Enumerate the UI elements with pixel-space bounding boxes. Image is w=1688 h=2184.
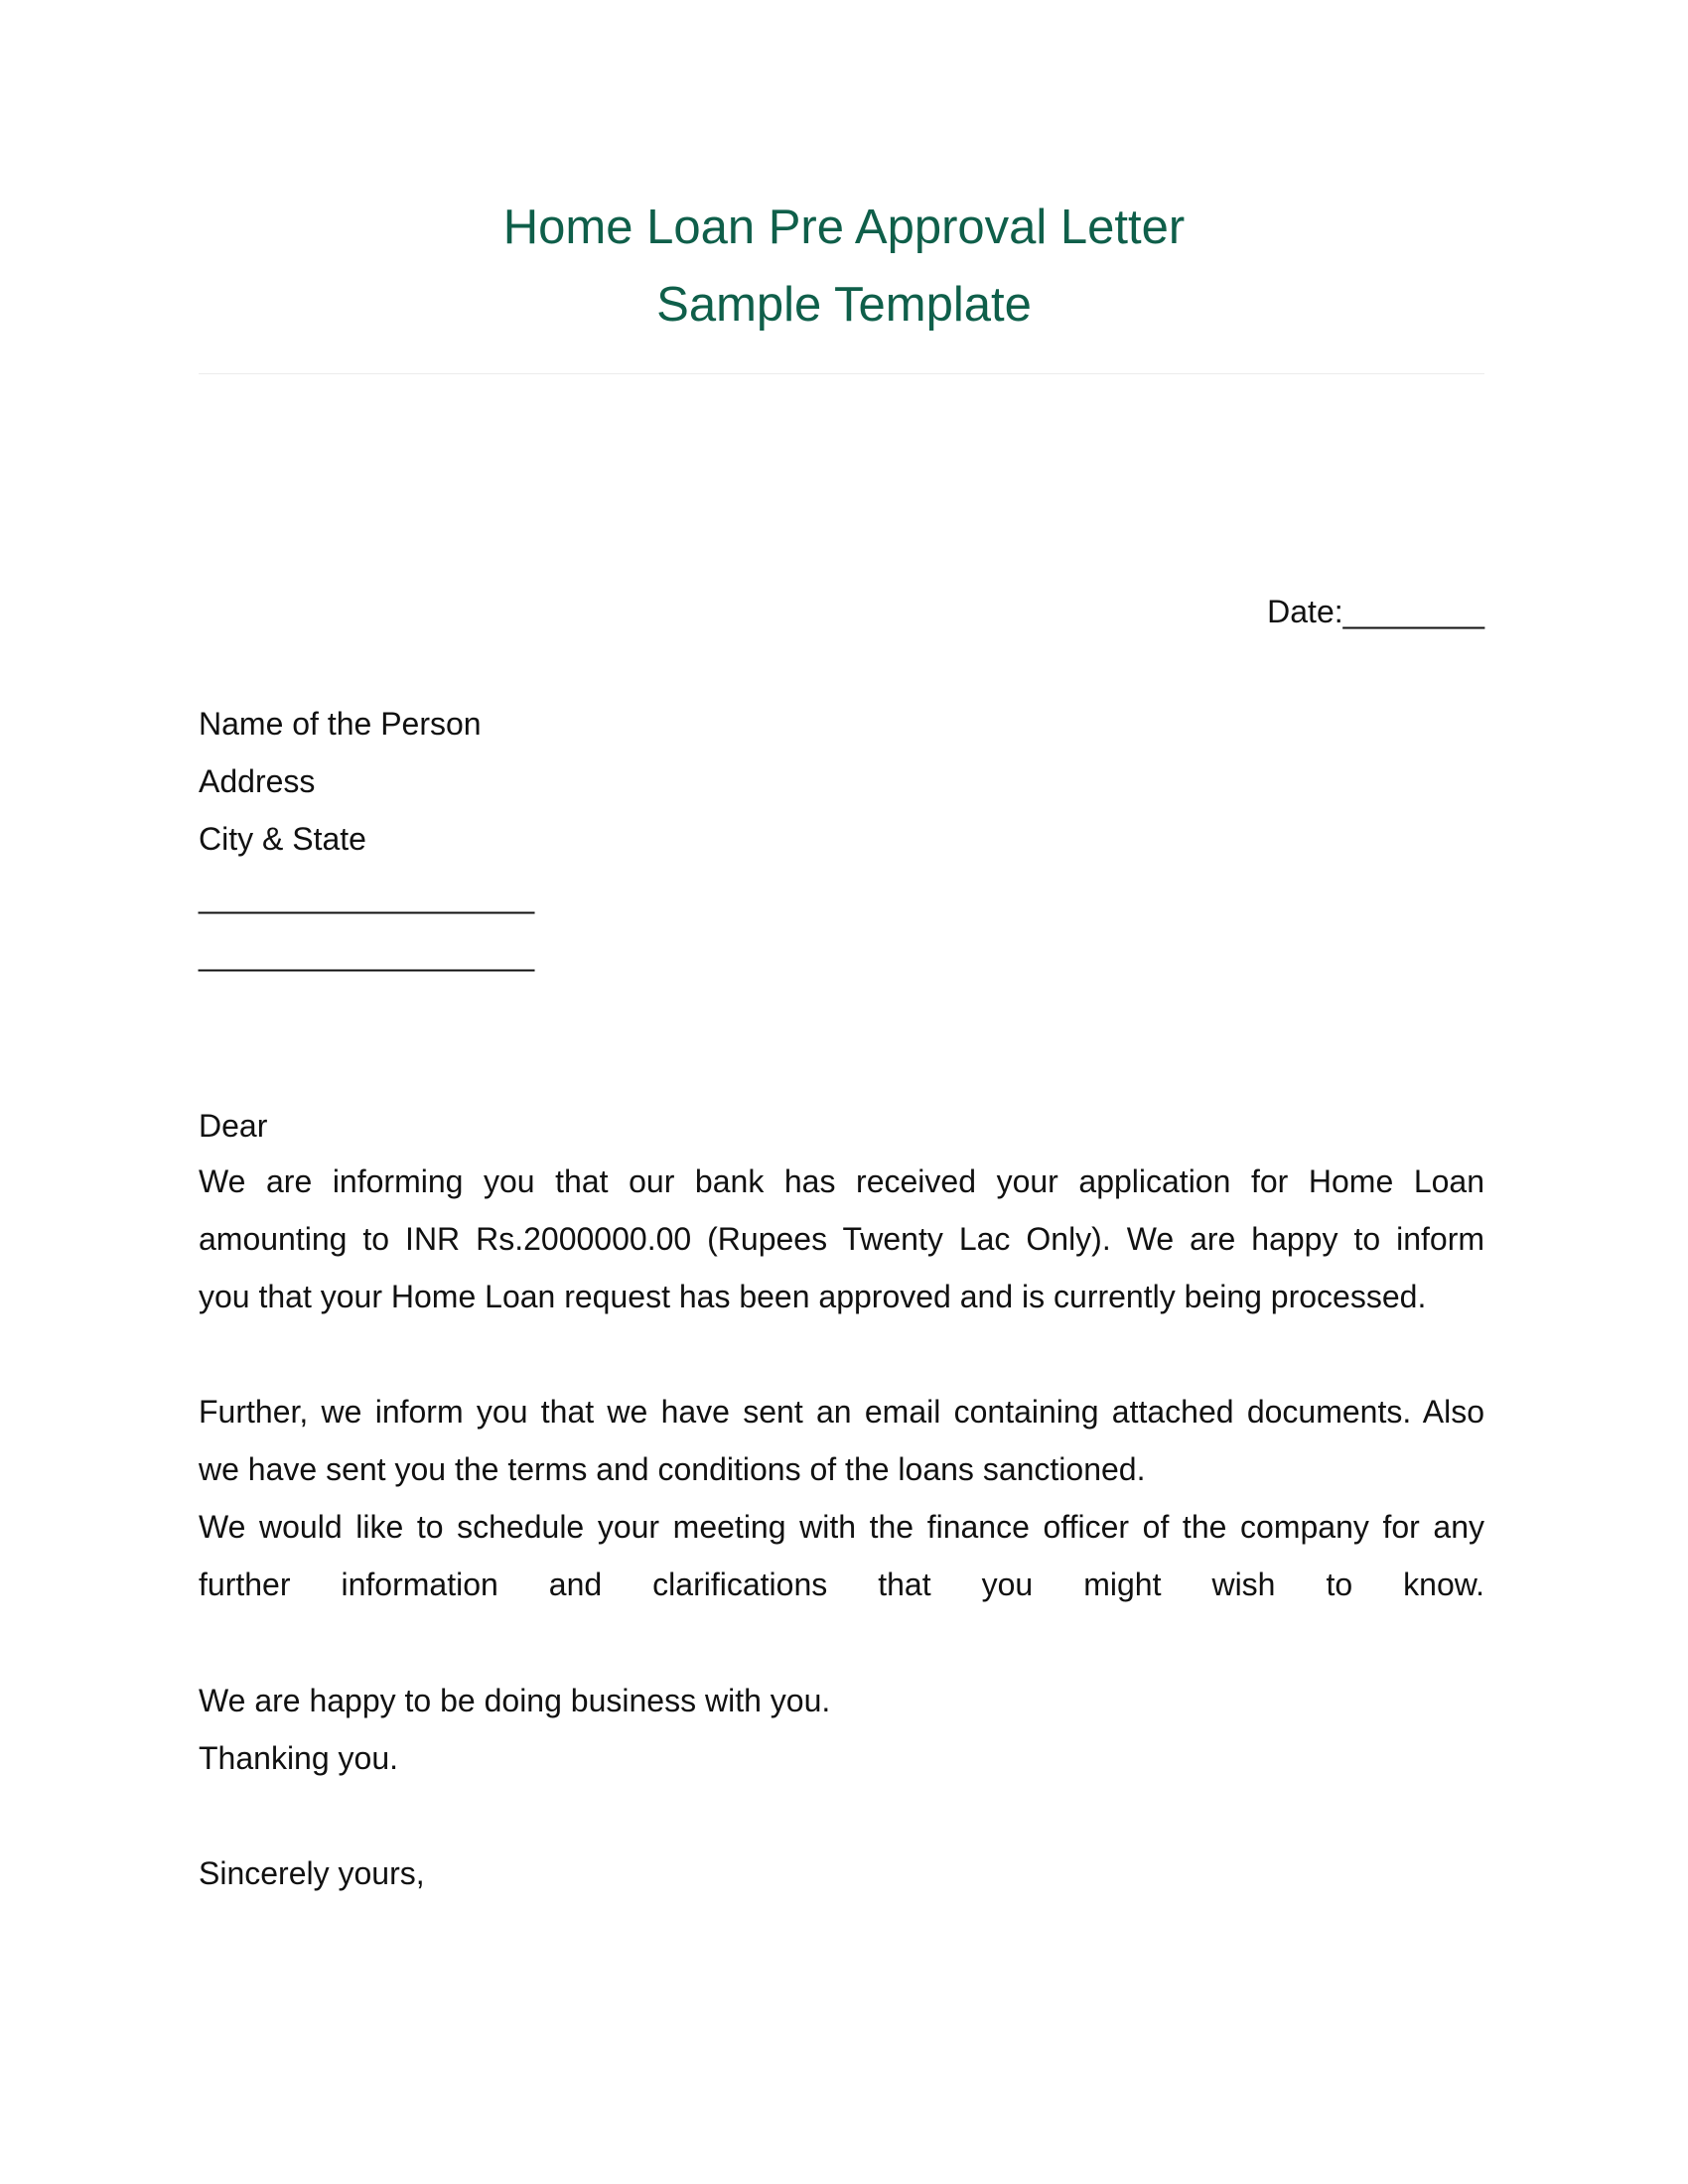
header-divider: [199, 373, 1484, 374]
document-subtitle: Sample Template: [656, 278, 1032, 332]
recipient-blank-line: ___________________: [199, 879, 535, 914]
paragraph-line: We are informing you that our bank has received your application for Home Loan: [199, 1163, 1484, 1199]
recipient-blank-line: ___________________: [199, 936, 535, 972]
closing-business: We are happy to be doing business with you.: [199, 1683, 831, 1718]
paragraph-meeting: [199, 1498, 1484, 1613]
paragraph-line: Further, we inform you that we have sent an email containing attached documents. Also: [199, 1394, 1484, 1430]
recipient-address: Address: [199, 763, 316, 799]
paragraph-application: [199, 1153, 1484, 1325]
salutation: Dear: [199, 1108, 268, 1144]
paragraph-documents: [199, 1383, 1484, 1498]
paragraph-line: we have sent you the terms and conditions of the loans sanctioned.: [199, 1451, 1146, 1487]
paragraph-line: amounting to INR Rs.2000000.00 (Rupees Twenty Lac Only). We are happy to inform: [199, 1221, 1484, 1257]
date-field: Date:________: [1267, 594, 1484, 629]
paragraph-line: We would like to schedule your meeting with the finance officer of the company for any: [199, 1509, 1484, 1545]
closing-thanks: Thanking you.: [199, 1740, 399, 1776]
document-title: Home Loan Pre Approval Letter: [502, 201, 1186, 254]
recipient-city-state: City & State: [199, 821, 366, 857]
paragraph-line: further information and clarifications that you might wish to know.: [199, 1567, 1484, 1602]
signoff: Sincerely yours,: [199, 1855, 425, 1891]
recipient-name: Name of the Person: [199, 706, 482, 742]
paragraph-line: you that your Home Loan request has been approved and is currently being processed.: [199, 1279, 1427, 1314]
